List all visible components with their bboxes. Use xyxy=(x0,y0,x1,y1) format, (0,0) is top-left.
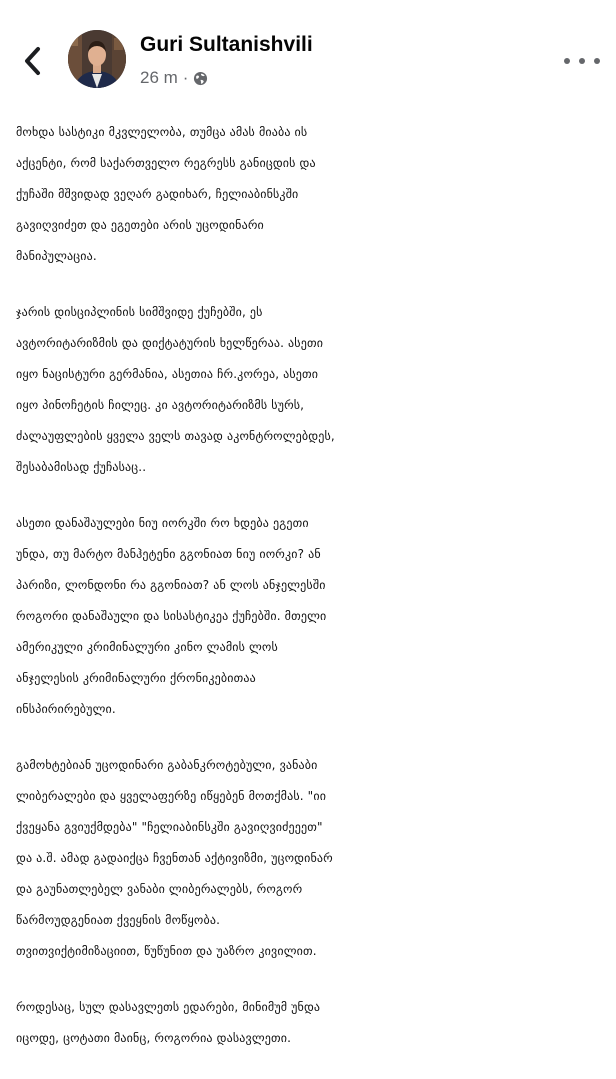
more-dots-icon xyxy=(564,58,570,64)
more-options-button[interactable] xyxy=(564,54,600,68)
text-line: როდესაც, სულ დასავლეთს ედარები, მინიმუმ უნდა xyxy=(16,1000,321,1014)
chevron-left-icon xyxy=(23,46,43,76)
avatar-photo xyxy=(68,30,126,88)
post-paragraph xyxy=(16,117,606,272)
text-line: წარმოუდგენიათ ქვეყნის მოწყობა. xyxy=(16,913,221,927)
text-line: იცოდე, ცოტათი მაინც, როგორია დასავლეთი. xyxy=(16,1031,292,1045)
text-line: ავტორიტარიზმის და დიქტატურის ხელწერაა. ასეთი xyxy=(16,336,324,350)
text-line: უნდა, თუ მარტო მანჰეტენი გგონიათ ნიუ იორკი? ან xyxy=(16,547,321,561)
meta-separator: · xyxy=(182,68,189,87)
text-line: ასეთი დანაშაულები ნიუ იორკში რო ხდება ეგეთი xyxy=(16,516,309,530)
text-line: ინსპირირებული. xyxy=(16,702,116,716)
post-paragraph xyxy=(16,992,606,1054)
post-time[interactable]: 26 m xyxy=(140,68,178,87)
post-paragraph xyxy=(16,508,606,725)
text-line: ამერიკული კრიმინალური კინო ლამის ლოს xyxy=(16,640,278,654)
text-line: იყო ნაცისტური გერმანია, ასეთია ჩრ.კორეა, ასეთი xyxy=(16,367,319,381)
text-line: და გაუნათლებელ ვანაბი ლიბერალებს, როგორ xyxy=(16,882,303,896)
author-name[interactable]: Guri Sultanishvili xyxy=(140,33,313,56)
text-line: მოხდა სასტიკი მკვლელობა, თუმცა ამას მიაბა ის xyxy=(16,125,308,139)
text-line: ძალაუფლების ყველა ველს თავად აკონტროლებდეს, xyxy=(16,429,335,443)
text-line: ლიბერალები და ყველაფერზე იწყებენ მოთქმას. "იი xyxy=(16,789,327,803)
text-line: შესაბამისად ქუჩასაც.. xyxy=(16,460,147,474)
avatar[interactable] xyxy=(68,30,126,88)
text-line: ანჯელესის კრიმინალური ქრონიკებითაა xyxy=(16,671,256,685)
text-line: ქვეყანა გვიუქმდება" "ჩელიაბინსკში გავიღვიძეეეთ" xyxy=(16,820,323,834)
text-line: გამოხტებიან უცოდინარი გაბანკროტებული, ვანაბი xyxy=(16,758,318,772)
text-line: ქუჩაში მშვიდად ვეღარ გადიხარ, ჩელიაბინსკში xyxy=(16,187,299,201)
post-meta xyxy=(140,68,208,88)
text-line: თვითვიქტიმიზაციით, წუწუნით და უაზრო კივილით. xyxy=(16,944,317,958)
text-line: იყო პინოჩეტის ჩილეც. კი ავტორიტარიზმს სურს, xyxy=(16,398,305,412)
text-line: გავიღვიძეთ და ეგეთები არის უცოდინარი xyxy=(16,218,264,232)
post-header xyxy=(0,0,616,110)
post-paragraph xyxy=(16,297,606,483)
text-line: მანიპულაცია. xyxy=(16,249,97,263)
globe-icon xyxy=(193,71,208,86)
post-paragraph xyxy=(16,750,606,967)
text-line: აქცენტი, რომ საქართველო რეგრესს განიცდის და xyxy=(16,156,316,170)
text-line: პარიზი, ლონდონი რა გგონიათ? ან ლოს ანჯელესში xyxy=(16,578,326,592)
back-button[interactable] xyxy=(18,44,48,78)
text-line: როგორი დანაშაული და სისასტიკეა ქუჩებში. მთელი xyxy=(16,609,327,623)
post-body xyxy=(16,117,606,1079)
text-line: ჯარის დისციპლინის სიმშვიდე ქუჩებში, ეს xyxy=(16,305,263,319)
text-line: და ა.შ. ამად გადაიქცა ჩვენთან აქტივიზმი, უცოდინარ xyxy=(16,851,333,865)
